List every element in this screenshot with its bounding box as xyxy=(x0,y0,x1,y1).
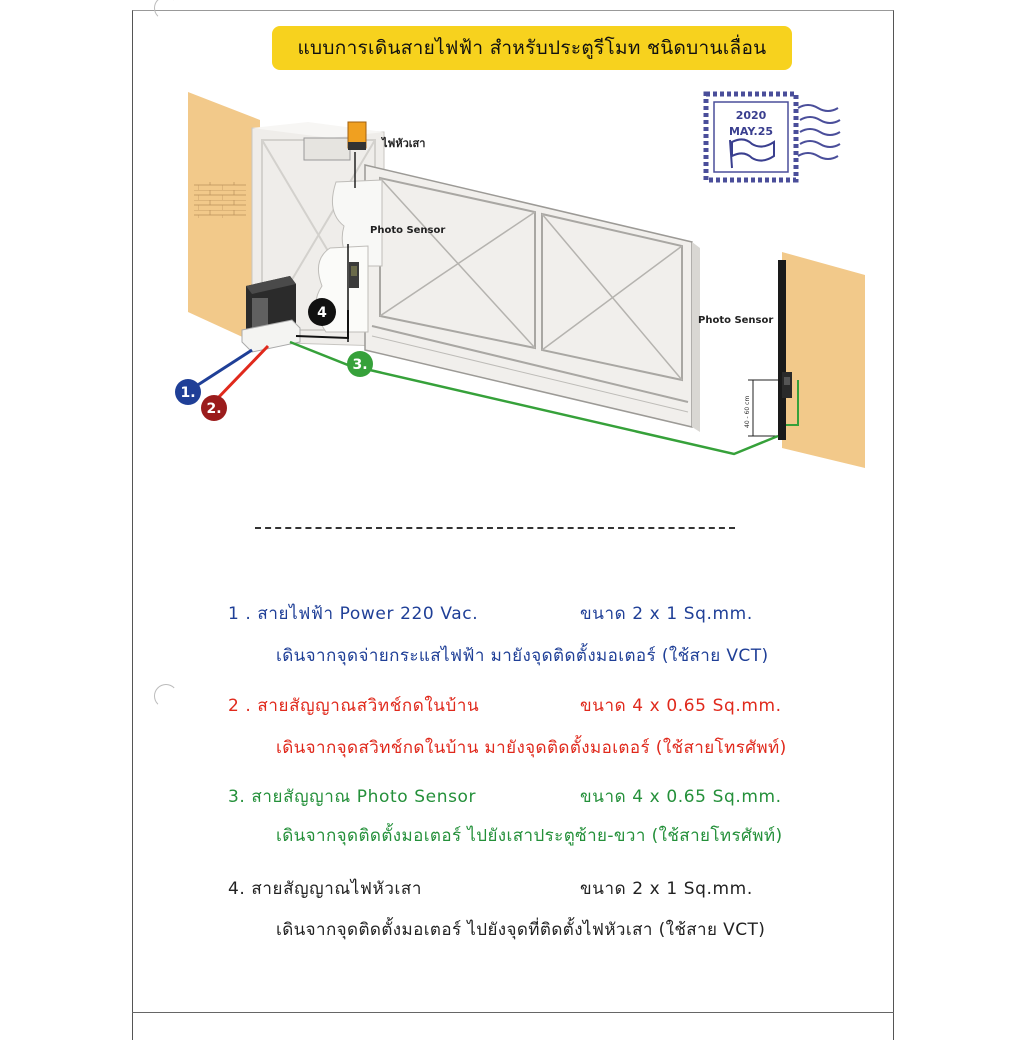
callout-4 xyxy=(308,298,336,326)
date-stamp xyxy=(706,94,840,180)
spec-3-title: 3. สายสัญญาณ Photo Sensor xyxy=(228,787,477,807)
gate-motor xyxy=(242,276,300,352)
flag-icon xyxy=(730,139,774,168)
callout-3 xyxy=(347,351,373,377)
sheet-bottom-edge xyxy=(132,1012,894,1013)
brick-detail xyxy=(194,182,246,218)
spec-1-size: ขนาด 2 x 1 Sq.mm. xyxy=(580,604,753,624)
spec-3-description: เดินจากจุดติดตั้งมอเตอร์ ไปยังเสาประตูซ้าย-ขวา (ใช้สายโทรศัพท์) xyxy=(276,826,783,846)
svg-text:4: 4 xyxy=(317,305,327,321)
wire-power xyxy=(190,350,252,390)
spec-2-size: ขนาด 4 x 0.65 Sq.mm. xyxy=(580,696,782,716)
punch-hole-middle xyxy=(154,684,178,708)
stamp-year: 2020 xyxy=(735,109,767,122)
page-title: แบบการเดินสายไฟฟ้า สำหรับประตูรีโมท ชนิดบานเลื่อน xyxy=(272,26,792,70)
spec-1-description: เดินจากจุดจ่ายกระแสไฟฟ้า มายังจุดติดตั้งมอเตอร์ (ใช้สาย VCT) xyxy=(276,646,769,666)
section-divider xyxy=(255,527,735,529)
callout-2 xyxy=(201,395,227,421)
lamp-label: ไฟหัวเสา xyxy=(382,137,426,150)
spec-3-size: ขนาด 4 x 0.65 Sq.mm. xyxy=(580,787,782,807)
photo-sensor-left-label: Photo Sensor xyxy=(370,225,446,236)
svg-text:1.: 1. xyxy=(180,385,196,401)
spec-1-title: 1 . สายไฟฟ้า Power 220 Vac. xyxy=(228,604,479,624)
stamp-date: MAY.25 xyxy=(728,125,774,138)
spec-4-description: เดินจากจุดติดตั้งมอเตอร์ ไปยังจุดที่ติดตั้งไฟหัวเสา (ใช้สาย VCT) xyxy=(276,920,766,940)
postmark-waves xyxy=(798,105,840,159)
spec-2-description: เดินจากจุดสวิทช์กดในบ้าน มายังจุดติดตั้งมอเตอร์ (ใช้สายโทรศัพท์) xyxy=(276,738,787,758)
photo-sensor-right-label: Photo Sensor xyxy=(698,315,774,326)
svg-text:3.: 3. xyxy=(352,357,368,373)
sliding-gate xyxy=(365,165,700,432)
sliding-gate-wiring-diagram xyxy=(150,80,870,480)
spec-2-title: 2 . สายสัญญาณสวิทช์กดในบ้าน xyxy=(228,696,480,716)
svg-text:2.: 2. xyxy=(206,401,222,417)
callout-1 xyxy=(175,379,201,405)
spec-4-title: 4. สายสัญญาณไฟหัวเสา xyxy=(228,879,423,899)
right-wall xyxy=(782,252,865,468)
height-dimension xyxy=(744,380,778,436)
spec-4-size: ขนาด 2 x 1 Sq.mm. xyxy=(580,879,753,899)
height-note: 40 - 60 cm xyxy=(744,395,751,428)
wire-switch xyxy=(216,346,268,400)
